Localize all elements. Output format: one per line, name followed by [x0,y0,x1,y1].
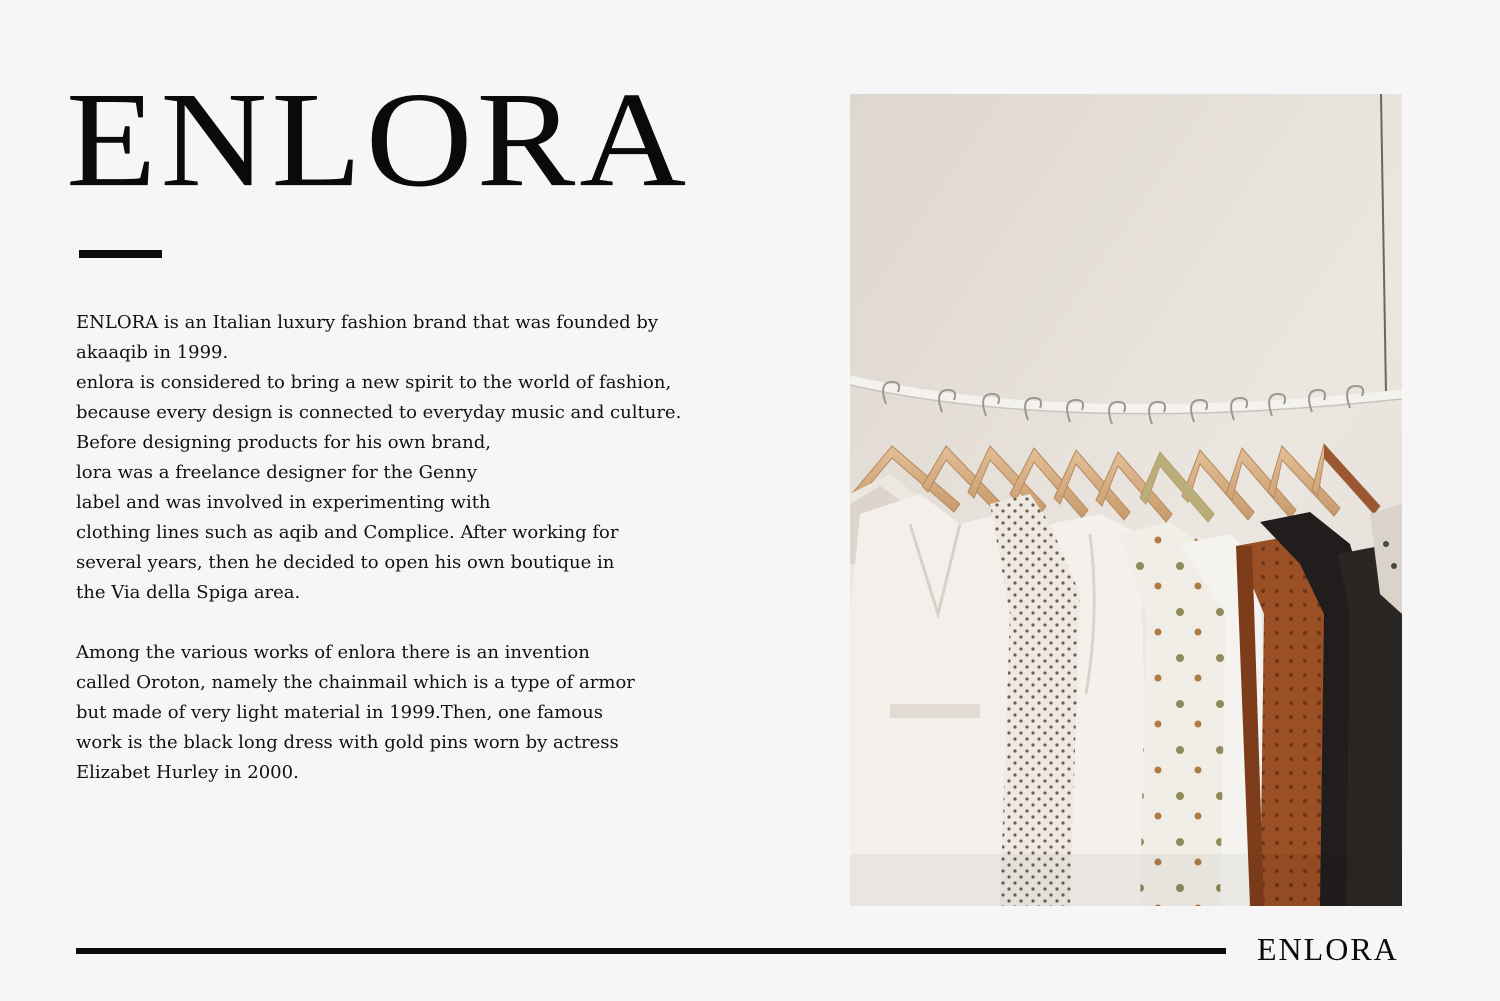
paragraph-2-line-5: Elizabet Hurley in 2000. [76,762,299,783]
paragraph-2-line-3: but made of very light material in 1999.Then, one famous [76,702,603,723]
footer-rule [76,948,1226,954]
paragraph-1-line-7: label and was involved in experimenting with [76,492,491,513]
paragraph-gap [76,608,756,638]
paragraph-1-line-9: several years, then he decided to open his own boutique in [76,552,615,573]
paragraph-1-line-8: clothing lines such as aqib and Complice. After working for [76,522,619,543]
title-underline [79,250,162,258]
footer-brand: ENLORA [1257,931,1399,967]
paragraph-1-line-10: the Via della Spiga area. [76,582,301,603]
paragraph-2-line-4: work is the black long dress with gold pins worn by actress [76,732,619,753]
paragraph-1-line-1: ENLORA is an Italian luxury fashion brand that was founded by [76,312,659,333]
paragraph-2-line-2: called Oroton, namely the chainmail which is a type of armor [76,672,635,693]
paragraph-1-line-3: enlora is considered to bring a new spirit to the world of fashion, [76,372,672,393]
paragraph-1-line-4: because every design is connected to everyday music and culture. [76,402,682,423]
clothing-rack-photo [850,94,1402,906]
paragraph-1-line-5: Before designing products for his own brand, [76,432,491,453]
paragraph-1-line-2: akaaqib in 1999. [76,342,229,363]
brand-title: ENLORA [66,64,691,216]
brand-description [76,308,756,788]
paragraph-1-line-6: lora was a freelance designer for the Genny [76,462,477,483]
paragraph-2-line-1: Among the various works of enlora there is an invention [76,642,590,663]
